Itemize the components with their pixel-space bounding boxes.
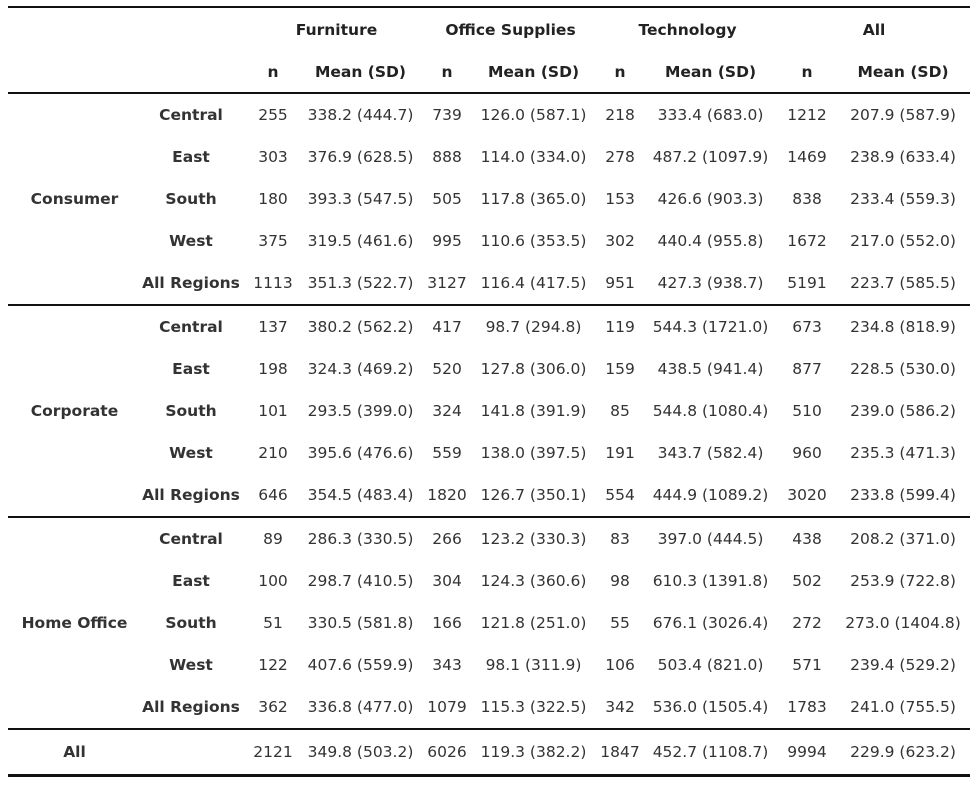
cell-n: 838 [792, 190, 822, 208]
cell-mean-sd: 349.8 (503.2) [307, 743, 414, 761]
cell-mean-sd: 438.5 (941.4) [657, 360, 764, 378]
cell-mean-sd: 233.4 (559.3) [850, 190, 956, 208]
cell-n: 6026 [427, 743, 467, 761]
cell-mean-sd: 116.4 (417.5) [480, 274, 587, 292]
region-label: South [165, 402, 217, 420]
cell-n: 1783 [787, 698, 827, 716]
cell-mean-sd: 98.7 (294.8) [485, 318, 582, 336]
cell-n: 995 [432, 232, 462, 250]
all-label: All [63, 743, 86, 761]
cell-n: 153 [605, 190, 635, 208]
cell-n: 106 [605, 656, 635, 674]
cell-mean-sd: 376.9 (628.5) [307, 148, 414, 166]
cell-mean-sd: 117.8 (365.0) [480, 190, 587, 208]
cell-n: 1469 [787, 148, 827, 166]
table-row [8, 474, 970, 517]
cell-mean-sd: 324.3 (469.2) [307, 360, 414, 378]
cell-n: 191 [605, 444, 635, 462]
header-row-stats [8, 51, 970, 93]
cell-mean-sd: 241.0 (755.5) [850, 698, 956, 716]
cell-mean-sd: 503.4 (821.0) [657, 656, 764, 674]
summary-table [8, 6, 970, 777]
table-row [8, 390, 970, 432]
cell-mean-sd: 319.5 (461.6) [307, 232, 414, 250]
table-row [8, 93, 970, 136]
cell-n: 101 [258, 402, 288, 420]
region-label: West [169, 656, 213, 674]
cell-n: 218 [605, 106, 635, 124]
cell-n: 278 [605, 148, 635, 166]
cell-n: 255 [258, 106, 288, 124]
cell-mean-sd: 124.3 (360.6) [480, 572, 587, 590]
cell-n: 673 [792, 318, 822, 336]
header-empty-segment [8, 51, 133, 93]
table-row [8, 178, 970, 220]
header-mean-sd: Mean (SD) [488, 62, 580, 81]
region-empty [133, 729, 249, 776]
cell-n: 2121 [253, 743, 293, 761]
cell-n: 137 [258, 318, 288, 336]
segment-label: Corporate [30, 402, 119, 420]
cell-n: 5191 [787, 274, 827, 292]
cell-n: 1113 [253, 274, 293, 292]
table-row [8, 305, 970, 348]
cell-mean-sd: 234.8 (818.9) [850, 318, 956, 336]
cell-mean-sd: 223.7 (585.5) [850, 274, 956, 292]
cell-n: 85 [610, 402, 630, 420]
header-n: n [441, 62, 453, 81]
cell-mean-sd: 286.3 (330.5) [307, 530, 414, 548]
cell-n: 1212 [787, 106, 827, 124]
region-label: West [169, 444, 213, 462]
cell-mean-sd: 452.7 (1108.7) [652, 743, 769, 761]
cell-n: 554 [605, 486, 635, 504]
cell-n: 888 [432, 148, 462, 166]
cell-n: 1079 [427, 698, 467, 716]
cell-mean-sd: 343.7 (582.4) [657, 444, 764, 462]
cell-mean-sd: 126.7 (350.1) [480, 486, 587, 504]
cell-n: 951 [605, 274, 635, 292]
region-label: All Regions [142, 698, 240, 716]
cell-n: 159 [605, 360, 635, 378]
region-label: South [165, 190, 217, 208]
cell-mean-sd: 98.1 (311.9) [485, 656, 582, 674]
cell-mean-sd: 207.9 (587.9) [850, 106, 956, 124]
cell-mean-sd: 138.0 (397.5) [480, 444, 587, 462]
region-label: Central [159, 106, 223, 124]
table-row [8, 136, 970, 178]
region-label: Central [159, 530, 223, 548]
summary-table-container [8, 6, 970, 777]
cell-mean-sd: 273.0 (1404.8) [845, 614, 961, 632]
header-category: Technology [638, 20, 737, 39]
cell-mean-sd: 238.9 (633.4) [850, 148, 956, 166]
cell-n: 9994 [787, 743, 827, 761]
header-mean-sd: Mean (SD) [665, 62, 757, 81]
region-label: East [172, 360, 210, 378]
cell-n: 3020 [787, 486, 827, 504]
cell-n: 559 [432, 444, 462, 462]
cell-n: 302 [605, 232, 635, 250]
cell-n: 122 [258, 656, 288, 674]
cell-mean-sd: 235.3 (471.3) [850, 444, 956, 462]
cell-mean-sd: 407.6 (559.9) [307, 656, 414, 674]
cell-n: 417 [432, 318, 462, 336]
segment-label: Consumer [30, 190, 119, 208]
header-n: n [614, 62, 626, 81]
cell-n: 51 [263, 614, 283, 632]
cell-mean-sd: 208.2 (371.0) [850, 530, 956, 548]
header-empty-region [133, 51, 249, 93]
cell-mean-sd: 536.0 (1505.4) [652, 698, 769, 716]
cell-mean-sd: 393.3 (547.5) [307, 190, 414, 208]
cell-mean-sd: 229.9 (623.2) [850, 743, 956, 761]
cell-n: 877 [792, 360, 822, 378]
cell-n: 83 [610, 530, 630, 548]
cell-mean-sd: 676.1 (3026.4) [652, 614, 769, 632]
cell-n: 375 [258, 232, 288, 250]
cell-n: 1847 [600, 743, 640, 761]
table-row [8, 644, 970, 686]
cell-mean-sd: 338.2 (444.7) [307, 106, 414, 124]
cell-mean-sd: 336.8 (477.0) [307, 698, 414, 716]
cell-n: 304 [432, 572, 462, 590]
table-row [8, 560, 970, 602]
table-row [8, 432, 970, 474]
cell-n: 266 [432, 530, 462, 548]
cell-mean-sd: 544.3 (1721.0) [652, 318, 769, 336]
cell-mean-sd: 239.0 (586.2) [850, 402, 956, 420]
cell-n: 119 [605, 318, 635, 336]
cell-n: 100 [258, 572, 288, 590]
table-row-all [8, 729, 970, 776]
header-n: n [267, 62, 279, 81]
cell-mean-sd: 239.4 (529.2) [850, 656, 956, 674]
cell-mean-sd: 115.3 (322.5) [480, 698, 587, 716]
cell-n: 343 [432, 656, 462, 674]
region-label: South [165, 614, 217, 632]
cell-mean-sd: 395.6 (476.6) [307, 444, 414, 462]
header-category: All [862, 20, 886, 39]
cell-mean-sd: 610.3 (1391.8) [652, 572, 769, 590]
region-label: East [172, 148, 210, 166]
cell-n: 438 [792, 530, 822, 548]
cell-mean-sd: 440.4 (955.8) [657, 232, 764, 250]
region-label: Central [159, 318, 223, 336]
cell-n: 303 [258, 148, 288, 166]
cell-n: 210 [258, 444, 288, 462]
header-row-categories [8, 7, 970, 51]
cell-mean-sd: 298.7 (410.5) [307, 572, 414, 590]
cell-n: 55 [610, 614, 630, 632]
cell-mean-sd: 380.2 (562.2) [307, 318, 414, 336]
header-empty-region [133, 7, 249, 51]
header-category: Office Supplies [445, 20, 576, 39]
cell-mean-sd: 228.5 (530.0) [850, 360, 956, 378]
segment-label: Home Office [21, 614, 128, 632]
table-row [8, 602, 970, 644]
region-label: All Regions [142, 486, 240, 504]
cell-mean-sd: 233.8 (599.4) [850, 486, 956, 504]
cell-n: 571 [792, 656, 822, 674]
cell-mean-sd: 354.5 (483.4) [307, 486, 414, 504]
region-label: West [169, 232, 213, 250]
cell-n: 272 [792, 614, 822, 632]
table-body [8, 93, 970, 776]
cell-n: 342 [605, 698, 635, 716]
cell-mean-sd: 397.0 (444.5) [657, 530, 764, 548]
cell-mean-sd: 110.6 (353.5) [480, 232, 587, 250]
cell-mean-sd: 119.3 (382.2) [480, 743, 587, 761]
cell-mean-sd: 293.5 (399.0) [307, 402, 414, 420]
cell-n: 324 [432, 402, 462, 420]
cell-mean-sd: 141.8 (391.9) [480, 402, 587, 420]
cell-n: 505 [432, 190, 462, 208]
table-row [8, 686, 970, 729]
cell-mean-sd: 426.6 (903.3) [657, 190, 764, 208]
header-n: n [801, 62, 813, 81]
cell-mean-sd: 123.2 (330.3) [480, 530, 587, 548]
cell-n: 198 [258, 360, 288, 378]
cell-n: 502 [792, 572, 822, 590]
table-row [8, 262, 970, 305]
cell-mean-sd: 427.3 (938.7) [657, 274, 764, 292]
cell-n: 646 [258, 486, 288, 504]
cell-n: 180 [258, 190, 288, 208]
table-row [8, 220, 970, 262]
table-row [8, 517, 970, 560]
table-row [8, 348, 970, 390]
cell-mean-sd: 330.5 (581.8) [307, 614, 414, 632]
header-empty-segment [8, 7, 133, 51]
region-label: East [172, 572, 210, 590]
cell-n: 89 [263, 530, 283, 548]
header-mean-sd: Mean (SD) [857, 62, 949, 81]
cell-mean-sd: 487.2 (1097.9) [652, 148, 769, 166]
cell-n: 3127 [427, 274, 467, 292]
cell-mean-sd: 121.8 (251.0) [480, 614, 587, 632]
cell-n: 739 [432, 106, 462, 124]
region-label: All Regions [142, 274, 240, 292]
cell-mean-sd: 114.0 (334.0) [480, 148, 587, 166]
cell-mean-sd: 217.0 (552.0) [850, 232, 956, 250]
cell-n: 510 [792, 402, 822, 420]
header-mean-sd: Mean (SD) [314, 62, 407, 81]
cell-n: 362 [258, 698, 288, 716]
cell-n: 1672 [787, 232, 827, 250]
cell-n: 166 [432, 614, 462, 632]
cell-n: 960 [792, 444, 822, 462]
cell-mean-sd: 444.9 (1089.2) [652, 486, 769, 504]
cell-mean-sd: 544.8 (1080.4) [652, 402, 769, 420]
cell-n: 520 [432, 360, 462, 378]
cell-mean-sd: 126.0 (587.1) [480, 106, 587, 124]
cell-mean-sd: 127.8 (306.0) [480, 360, 587, 378]
cell-n: 98 [610, 572, 630, 590]
cell-mean-sd: 253.9 (722.8) [850, 572, 956, 590]
cell-n: 1820 [427, 486, 467, 504]
cell-mean-sd: 333.4 (683.0) [657, 106, 764, 124]
header-category: Furniture [295, 20, 378, 39]
cell-mean-sd: 351.3 (522.7) [307, 274, 414, 292]
